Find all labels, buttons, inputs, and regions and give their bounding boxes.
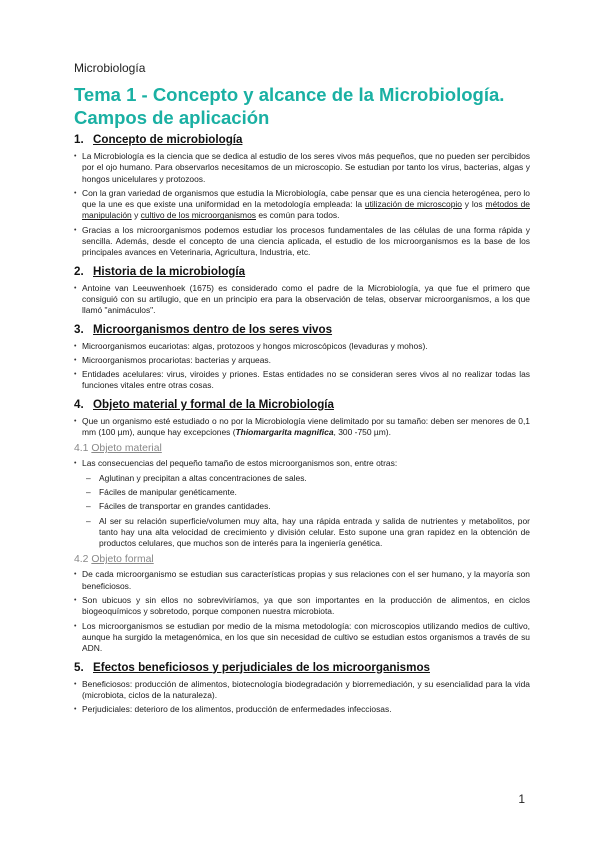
list-item bbox=[74, 188, 530, 222]
subsection-4-1-list bbox=[74, 458, 530, 549]
dash-item: – Aglutinan y precipitan a altas concentraciones de sales. bbox=[74, 473, 530, 484]
section-heading-3 bbox=[74, 322, 530, 337]
dash-item: – Fáciles de manipular genéticamente. bbox=[74, 487, 530, 498]
subsection-4-2-list bbox=[74, 569, 530, 654]
section-number: 1. bbox=[74, 133, 84, 146]
document-body bbox=[74, 132, 530, 715]
list-item: • Las consecuencias del pequeño tamaño de estos microorganismos son, entre otras: bbox=[74, 458, 530, 469]
text-run: , 300 -750 µm). bbox=[333, 427, 391, 438]
subsection-number: 4.1 bbox=[74, 443, 89, 455]
list-item bbox=[74, 416, 530, 439]
text-run: y los bbox=[461, 199, 486, 210]
list-item: • Gracias a los microorganismos podemos estudiar los procesos fundamentales de las células de una forma rápida y sencilla. Además, desde el concepto de una ciencia aplicada, el estudio de los microorganismos es la base de los principales avances en Veterinaria, Agricultura, Industria, etc. bbox=[74, 225, 530, 259]
section-number: 2. bbox=[74, 264, 84, 278]
section-4-list bbox=[74, 416, 530, 439]
section-title: Objeto material y formal de la Microbiología bbox=[93, 397, 334, 411]
list-item: • Entidades acelulares: virus, viroides y priones. Estas entidades no se consideran seres vivos al no realizar todas las funciones vitales entre otras cosas. bbox=[74, 369, 530, 392]
underlined-term: cultivo de los microorganismos bbox=[140, 210, 256, 221]
section-heading-5 bbox=[74, 660, 530, 675]
underlined-term: utilización de microscopio bbox=[364, 199, 462, 210]
list-item: • Los microorganismos se estudian por medio de la misma metodología: con microscopios utilizando medios de cultivo, aunque ha surgido la metagenómica, en los que sin necesidad de cultivo se estudian estos organismos a través de su ADN. bbox=[74, 621, 530, 655]
list-item: • Beneficiosos: producción de alimentos, biotecnología biodegradación y biorremediación, y su esencialidad para la vida (microbiota, ciclos de la naturaleza). bbox=[74, 679, 530, 702]
section-number: 3. bbox=[74, 322, 84, 336]
dash-item: – Fáciles de transportar en grandes cantidades. bbox=[74, 501, 530, 512]
list-item: • Antoine van Leeuwenhoek (1675) es considerado como el padre de la Microbiología, ya que fue el primero que consiguió con su artilugio, que en un principio era para la observación de telas, observar microorganismos, a los que llamó "animáculos". bbox=[74, 283, 530, 317]
running-header: Microbiología bbox=[74, 61, 146, 75]
text-run: Con la gran variedad de organismos que estudia la Microbiología, cabe pensar que es una ciencia heterogénea, pero lo que la une es que existe una uniformidad en la metodología empleada: la bbox=[82, 187, 530, 210]
subsection-number: 4.2 bbox=[74, 554, 89, 566]
list-item: • Son ubicuos y sin ellos no sobreviviríamos, ya que son importantes en la producción de alimentos, en ciclos biogeoquímicos y sobretodo, porque componen nuestra microbiota. bbox=[74, 595, 530, 618]
species-name: Thiomargarita magnifica bbox=[235, 427, 334, 438]
list-item: • Microorganismos procariotas: bacterias y arqueas. bbox=[74, 355, 530, 366]
page-title: Tema 1 - Concepto y alcance de la Microbiología. Campos de aplicación bbox=[74, 84, 505, 128]
dash-item: – Al ser su relación superficie/volumen muy alta, hay una rápida entrada y salida de nutrientes y metabolitos, por tanto hay una alta velocidad de crecimiento y división celular. Esto supone una gran rapidez en la obtención de productos celulares, que muchos son de interés para la ingeniería genética. bbox=[74, 516, 530, 550]
list-item: • Perjudiciales: deterioro de los alimentos, producción de enfermedades infecciosas. bbox=[74, 704, 530, 715]
text-run: Que un organismo esté estudiado o no por la Microbiología viene delimitado por su tamaño: deben ser menores de 0,1 mm (100 µm), aunque hay excepciones ( bbox=[82, 415, 530, 438]
text-run: y bbox=[131, 210, 141, 221]
section-title: Efectos beneficiosos y perjudiciales de los microorganismos bbox=[93, 660, 430, 674]
section-number: 5. bbox=[74, 660, 84, 674]
list-item: • La Microbiología es la ciencia que se dedica al estudio de los seres vivos más pequeños, que no pueden ser percibidos por el ojo humano. Para observarlos necesitamos de un microscopio. Se estudian por tanto los virus, bacterias, algas y hongos unicelulares y protozoos. bbox=[74, 151, 530, 185]
list-item: • De cada microorganismo se estudian sus características propias y sus relaciones con el ser humano, y la mayoría son beneficiosos. bbox=[74, 569, 530, 592]
page-number: 1 bbox=[518, 792, 525, 806]
section-heading-1 bbox=[74, 132, 530, 147]
section-title: Historia de la microbiología bbox=[93, 264, 246, 278]
subsection-title: Objeto formal bbox=[91, 554, 154, 566]
text-run: es común para todos. bbox=[256, 210, 340, 221]
section-number: 4. bbox=[74, 397, 84, 411]
underlined-term: métodos de manipulación bbox=[82, 199, 530, 221]
subsection-heading-4-2 bbox=[74, 553, 530, 567]
section-title: Concepto de microbiología bbox=[93, 133, 243, 146]
section-heading-2 bbox=[74, 264, 530, 279]
section-3-list bbox=[74, 341, 530, 392]
list-item: • Microorganismos eucariotas: algas, protozoos y hongos microscópicos (levaduras y mohos). bbox=[74, 341, 530, 352]
section-heading-4 bbox=[74, 397, 530, 412]
section-5-list bbox=[74, 679, 530, 716]
subsection-title: Objeto material bbox=[91, 443, 162, 455]
subsection-heading-4-1 bbox=[74, 442, 530, 456]
section-title: Microorganismos dentro de los seres vivos bbox=[93, 322, 333, 336]
section-2-list bbox=[74, 283, 530, 317]
section-1-list bbox=[74, 151, 530, 259]
